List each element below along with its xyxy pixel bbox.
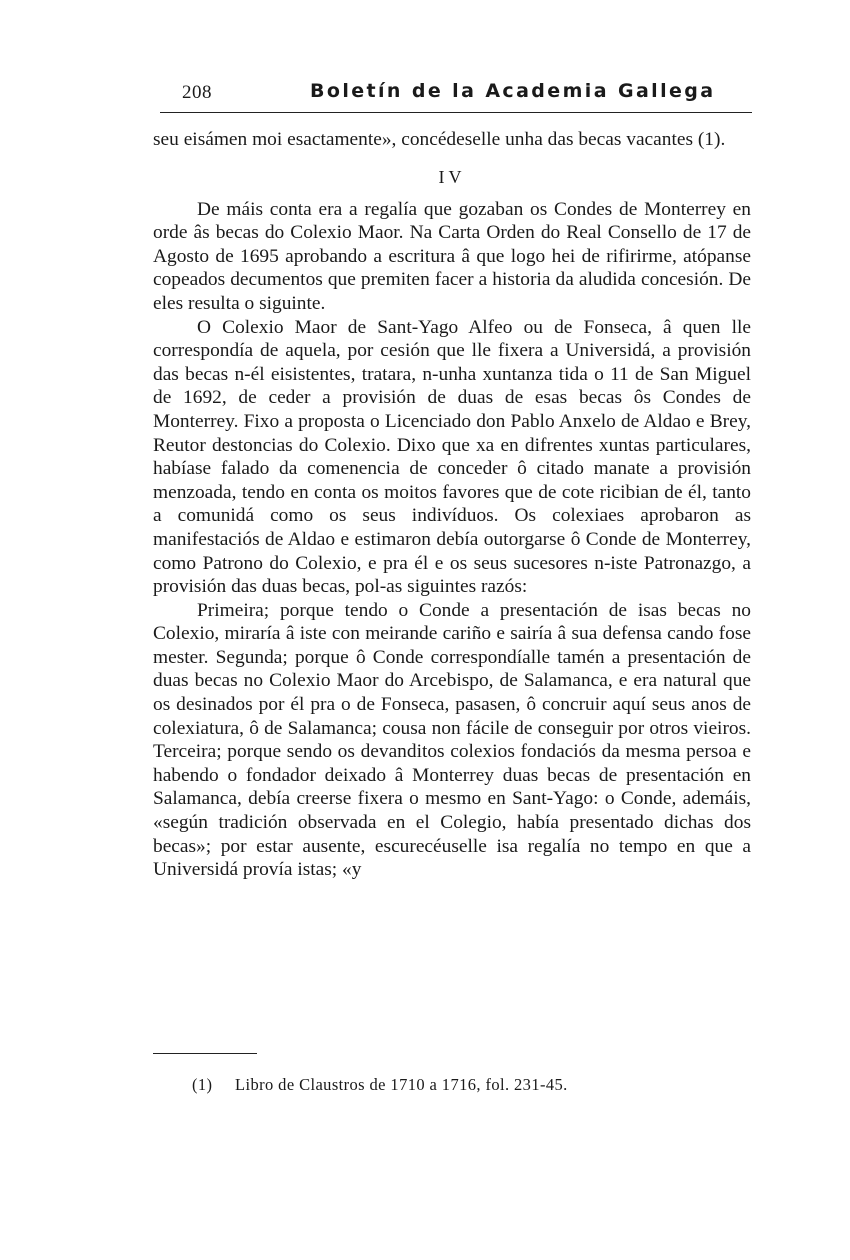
paragraph: Primeira; porque tendo o Conde a presentación de isas becas no Colexio, miraría â iste con meirande cariño e sairía â sua defensa cando fose mester. Segunda; porque ô Conde correspondíalle tamén a presentación de duas becas no Colexio Maor do Arcebispo, de Salamanca, e era natural que os desinados por él pra o de Fonseca, pasasen, ô concruir aquí seus anos de colexiatura, ô de Salamanca; cousa non fácile de conseguir por otros vieiros. Terceira; porque sendo os devanditos colexios fondaciós da mesma persoa e habendo o fondador deixado â Monterrey duas becas de presentación en Salamanca, debía creerse fixera o mesmo en Sant-Yago: o Conde, ademáis, «según tradición observada en el Colegio, había presentado dichas dos becas»; por estar ausente, escurecéuselle isa regalía no tempo en que a Universidá provía istas; «y: [153, 599, 751, 881]
body-text: [153, 128, 751, 882]
footnote-text: Libro de Claustros de 1710 a 1716, fol. 231-45.: [234, 1075, 568, 1094]
paragraph: seu eisámen moi esactamente», concédeselle unha das becas vacantes (1).: [153, 129, 726, 150]
footnote-marker: (1): [192, 1075, 213, 1094]
footnote: [192, 1075, 568, 1095]
section-heading: IV: [438, 166, 466, 187]
paragraph: De máis conta era a regalía que gozaban os Condes de Monterrey en orde âs becas do Colexio Maor. Na Carta Orden do Real Consello de 17 de Agosto de 1695 aprobando a escritura â que logo hei de rifirirme, atópanse copeados decumentos que premiten facer a historia da aludida concesión. De eles resulta o siguinte.: [153, 198, 751, 314]
running-title: Boletín de la Academia Gallega: [310, 80, 716, 102]
running-header: [160, 78, 752, 113]
footnote-divider: [153, 1053, 257, 1054]
paragraph: O Colexio Maor de Sant-Yago Alfeo ou de Fonseca, â quen lle correspondía de aquela, por cesión que lle fixera a Universidá, a provisión das becas n-él eisistentes, tratara, n-unha xuntanza tida o 11 de San Miguel de 1692, de ceder a provisión de duas de esas becas ôs Condes de Monterrey. Fixo a proposta o Licenciado don Pablo Anxelo de Aldao e Brey, Reutor destoncias do Colexio. Dixo que xa en difrentes xuntas particulares, habíase falado da comenencia de conceder ô citado manate a provisión menzoada, tendo en conta os moitos favores que de cote ricibian de él, tanto a comunidá como os seus indivíduos. Os colexiaes aprobaron as manifestaciós de Aldao e estimaron debía outorgarse ô Conde de Monterrey, como Patrono do Colexio, e pra él e os seus sucesores n-iste Patronazgo, a provisión das duas becas, pol-as siguintes razós:: [153, 316, 751, 598]
page-number: 208: [182, 82, 212, 103]
